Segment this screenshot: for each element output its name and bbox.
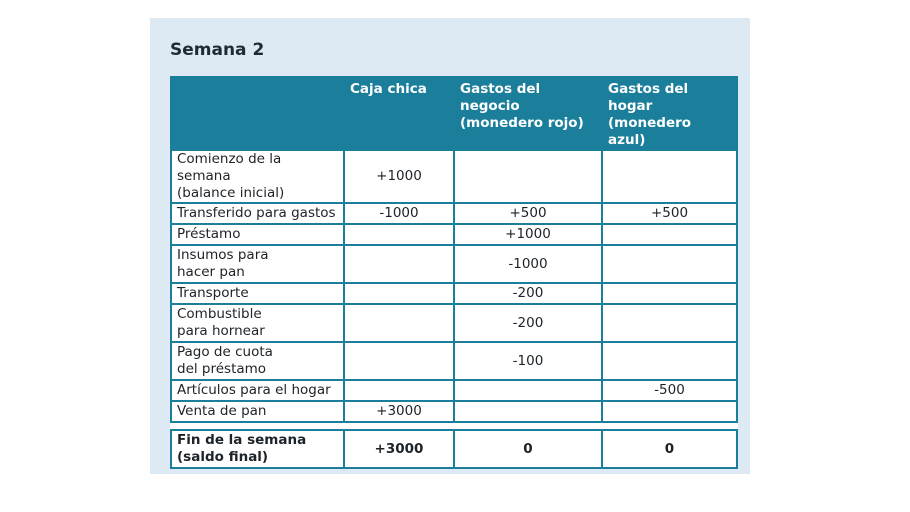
table-row	[171, 150, 737, 203]
cell-caja-chica	[344, 224, 454, 245]
cell-label: Pago de cuota del préstamo	[171, 342, 344, 380]
total-cell-gastos-hogar: 0	[602, 430, 737, 468]
table-row	[171, 401, 737, 422]
cell-label: Combustible para hornear	[171, 304, 344, 342]
cell-gastos-negocio: -1000	[454, 245, 602, 283]
cell-caja-chica: +3000	[344, 401, 454, 422]
cell-caja-chica: +1000	[344, 150, 454, 203]
page-title: Semana 2	[170, 40, 265, 60]
header-cell-empty	[171, 77, 344, 150]
cell-gastos-hogar	[602, 401, 737, 422]
cell-label: Venta de pan	[171, 401, 344, 422]
cell-gastos-negocio	[454, 150, 602, 203]
cell-caja-chica	[344, 342, 454, 380]
header-gastos-hogar: Gastos del hogar (monedero azul)	[602, 77, 737, 150]
cell-label: Insumos para hacer pan	[171, 245, 344, 283]
cell-gastos-hogar: -500	[602, 380, 737, 401]
cell-caja-chica	[344, 283, 454, 304]
cell-gastos-hogar	[602, 224, 737, 245]
table-row	[171, 342, 737, 380]
content-panel	[150, 18, 750, 474]
cell-gastos-hogar	[602, 283, 737, 304]
total-cell-caja-chica: +3000	[344, 430, 454, 468]
total-cell-gastos-negocio: 0	[454, 430, 602, 468]
table-row	[171, 380, 737, 401]
cell-gastos-hogar	[602, 245, 737, 283]
header-row	[171, 77, 737, 150]
cell-gastos-hogar: +500	[602, 203, 737, 224]
table-row	[171, 283, 737, 304]
ledger-table	[170, 76, 738, 469]
cell-label: Transporte	[171, 283, 344, 304]
table-row	[171, 245, 737, 283]
table-row	[171, 304, 737, 342]
cell-gastos-negocio: -200	[454, 283, 602, 304]
cell-caja-chica: -1000	[344, 203, 454, 224]
cell-gastos-negocio	[454, 380, 602, 401]
cell-label: Artículos para el hogar	[171, 380, 344, 401]
cell-caja-chica	[344, 245, 454, 283]
cell-gastos-negocio: -200	[454, 304, 602, 342]
cell-gastos-hogar	[602, 304, 737, 342]
spacer-cell	[171, 422, 737, 430]
spacer-row	[171, 422, 737, 430]
cell-label: Préstamo	[171, 224, 344, 245]
total-row	[171, 430, 737, 468]
cell-gastos-hogar	[602, 150, 737, 203]
cell-gastos-negocio	[454, 401, 602, 422]
table-row	[171, 203, 737, 224]
cell-caja-chica	[344, 380, 454, 401]
header-caja-chica: Caja chica	[344, 77, 454, 150]
total-cell-label: Fin de la semana (saldo final)	[171, 430, 344, 468]
cell-gastos-hogar	[602, 342, 737, 380]
cell-gastos-negocio: -100	[454, 342, 602, 380]
cell-caja-chica	[344, 304, 454, 342]
table-row	[171, 224, 737, 245]
cell-gastos-negocio: +500	[454, 203, 602, 224]
cell-gastos-negocio: +1000	[454, 224, 602, 245]
cell-label: Transferido para gastos	[171, 203, 344, 224]
cell-label: Comienzo de la semana (balance inicial)	[171, 150, 344, 203]
header-gastos-negocio: Gastos del negocio (monedero rojo)	[454, 77, 602, 150]
